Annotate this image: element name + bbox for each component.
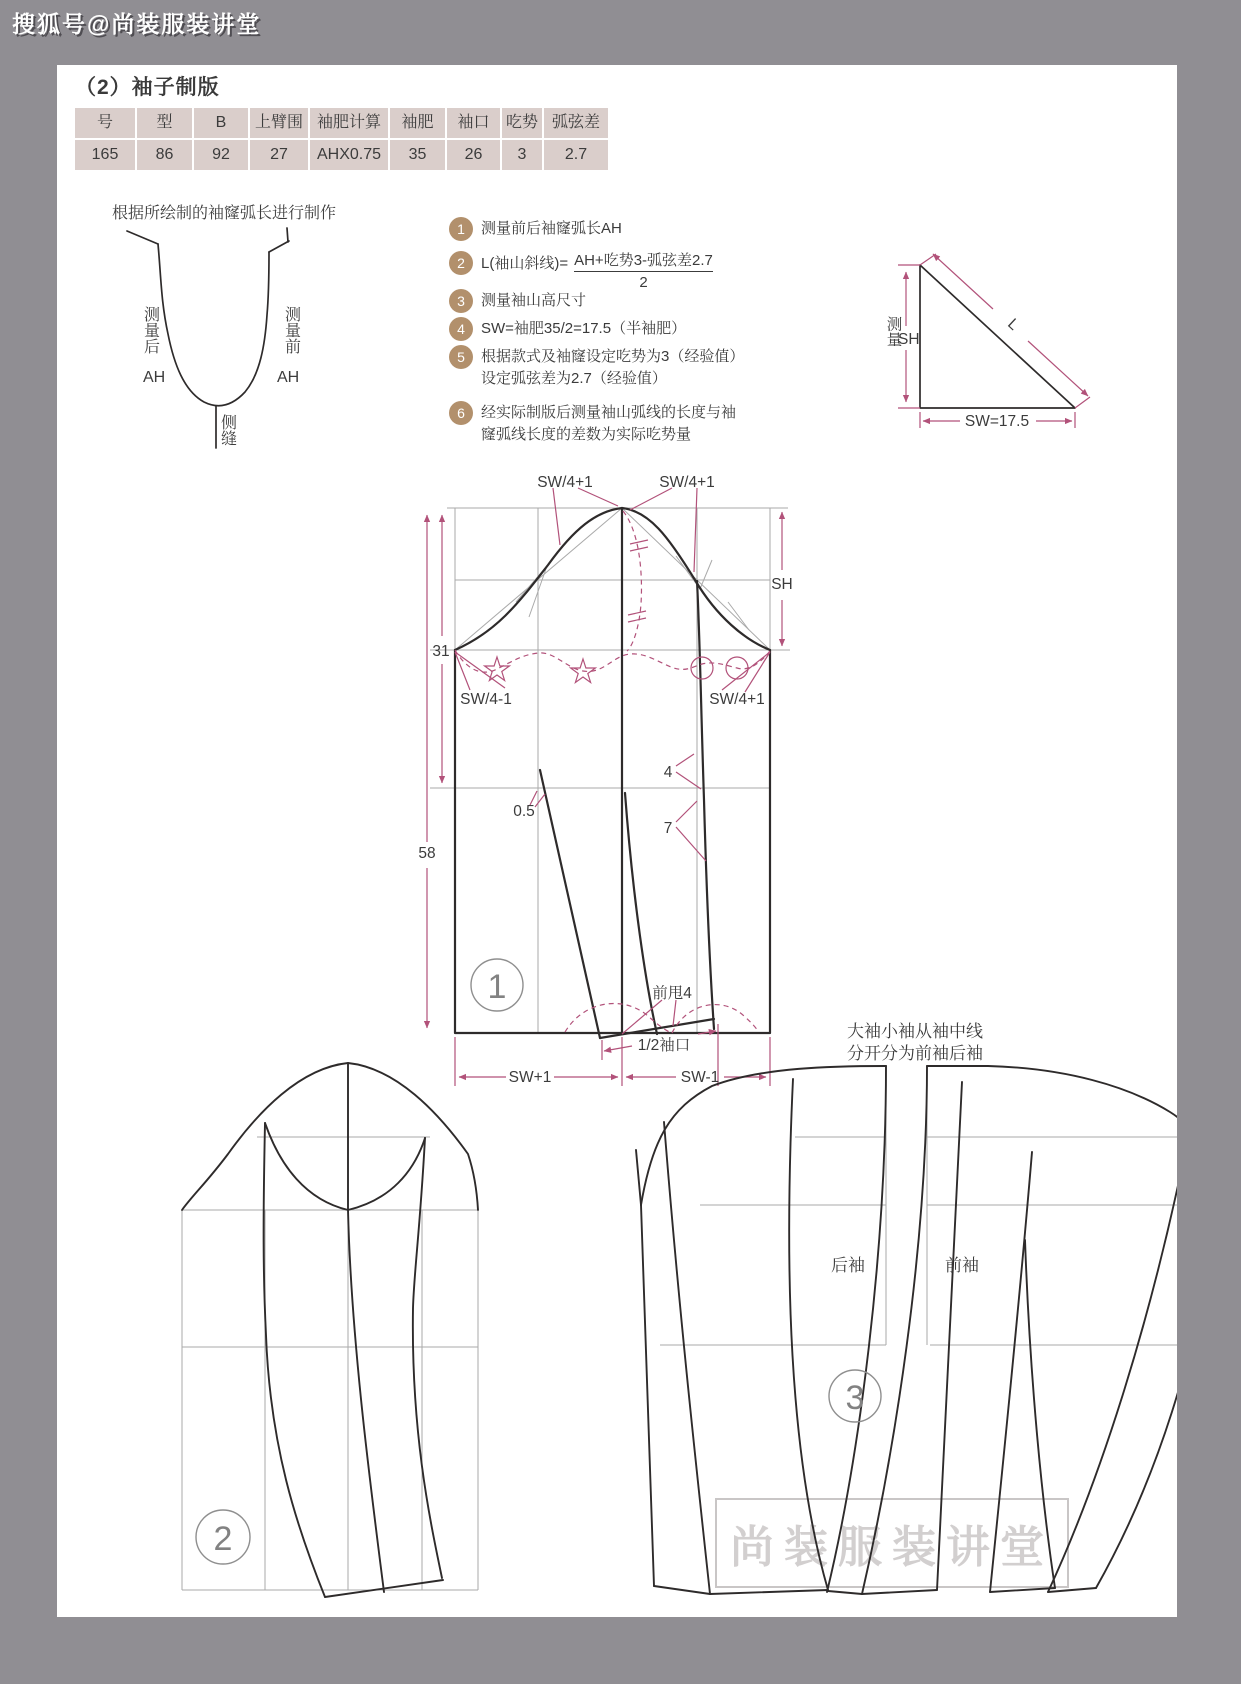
star-mark-icon bbox=[485, 657, 510, 681]
col-header: 袖肥计算 bbox=[308, 108, 388, 138]
cap-left-label: SW/4+1 bbox=[537, 474, 593, 491]
step-5-badge: 5 bbox=[449, 345, 473, 369]
sohu-watermark: 搜狐号@尚装服装讲堂 bbox=[12, 11, 262, 37]
side-seam-label: 侧缝 bbox=[218, 414, 236, 446]
step-6-text-line2: 窿弧线长度的差数为实际吃势量 bbox=[481, 426, 692, 443]
table-cell: 3 bbox=[500, 140, 542, 170]
diagram1-dimension-arrows bbox=[427, 512, 782, 1077]
col-header: 弧弦差 bbox=[542, 108, 608, 138]
sleeve-draft-diagram-1 bbox=[418, 474, 792, 1086]
col-header: 袖口 bbox=[445, 108, 500, 138]
total-length-label: 58 bbox=[418, 845, 436, 862]
armhole-diagram bbox=[112, 204, 336, 448]
table-cell: 92 bbox=[192, 140, 248, 170]
diagram3-note-line1: 大袖小袖从袖中线 bbox=[847, 1022, 983, 1041]
step-2-badge: 2 bbox=[449, 251, 473, 275]
table-cell: 86 bbox=[135, 140, 192, 170]
step-1-text: 测量前后袖窿弧长AH bbox=[481, 220, 622, 237]
sleeve-draft-diagram-2 bbox=[182, 1063, 478, 1597]
formula-triangle-diagram bbox=[885, 254, 1091, 430]
table-cell: 27 bbox=[248, 140, 308, 170]
col-header: B bbox=[192, 108, 248, 138]
front-ah-label: 测量前 bbox=[282, 306, 300, 354]
front-swing-label: 前甩4 bbox=[652, 985, 692, 1002]
back-sleeve-piece bbox=[636, 1066, 886, 1594]
table-cell: 165 bbox=[91, 146, 119, 163]
step-1-badge: 1 bbox=[449, 217, 473, 241]
step-6-badge: 6 bbox=[449, 401, 473, 425]
half-cuff-label: 1/2袖口 bbox=[637, 1037, 691, 1054]
step-6-text-line1: 经实际制版后测量袖山弧线的长度与袖 bbox=[481, 404, 737, 421]
offset-4-label: 4 bbox=[663, 764, 673, 781]
sh-label: SH bbox=[771, 576, 793, 593]
diagram1-badge-number: 1 bbox=[487, 968, 507, 1006]
elbow-offset-label: 0.5 bbox=[513, 803, 535, 820]
diagram3-gridlines bbox=[660, 1066, 1177, 1345]
triangle-base-label: SW=17.5 bbox=[964, 413, 1030, 430]
col-header: 吃势 bbox=[500, 108, 542, 138]
sleeve-split-diagram-3 bbox=[636, 1022, 1177, 1594]
col-header: 上臂围 bbox=[248, 108, 308, 138]
triangle-hypotenuse-label: L bbox=[1004, 315, 1023, 334]
step-3-text: 测量袖山高尺寸 bbox=[481, 292, 587, 309]
pattern-drawings bbox=[57, 65, 1177, 1617]
fraction-numerator: AH+吃势3-弧弦差2.7 bbox=[574, 252, 713, 269]
back-ah-label: 测量后 bbox=[141, 306, 159, 354]
step-5-text-line1: 根据款式及袖窿设定吃势为3（经验值） bbox=[481, 348, 745, 365]
triangle-dimension-lines bbox=[898, 254, 1090, 428]
triangle-sh-label: SH bbox=[898, 331, 920, 348]
upper-length-label: 31 bbox=[432, 643, 450, 660]
triangle-outline bbox=[920, 265, 1075, 408]
bicep-right-label: SW/4+1 bbox=[709, 691, 765, 708]
footer-watermark-text: 尚装服装讲堂 bbox=[730, 1523, 1054, 1572]
step-4-text: SW=袖肥35/2=17.5（半袖肥） bbox=[481, 320, 687, 337]
diagram2-seam-lines bbox=[264, 1063, 443, 1597]
col-header: 号 bbox=[96, 114, 113, 131]
armhole-note: 根据所绘制的袖窿弧长进行制作 bbox=[112, 205, 337, 222]
diagram1-pink-dashed bbox=[455, 511, 770, 1033]
sleeve-cap-curve bbox=[455, 508, 770, 650]
diagram2-badge-number: 2 bbox=[213, 1520, 233, 1558]
triangle-measure-label: 测量 bbox=[884, 316, 902, 347]
step-2-formula-prefix: L(袖山斜线)= bbox=[481, 255, 569, 272]
step-4-badge: 4 bbox=[449, 317, 473, 341]
step-3-badge: 3 bbox=[449, 289, 473, 313]
diagram3-badge-number: 3 bbox=[845, 1379, 865, 1417]
back-ah-unit: AH bbox=[143, 369, 166, 386]
page-title: （2）袖子制版 bbox=[75, 76, 220, 99]
table-cell: 2.7 bbox=[542, 140, 608, 170]
document-page bbox=[57, 65, 1177, 1617]
fraction-denominator: 2 bbox=[574, 271, 713, 293]
width-right-label: SW-1 bbox=[680, 1069, 720, 1086]
cap-right-label: SW/4+1 bbox=[659, 474, 715, 491]
sleeve-frame bbox=[455, 508, 770, 1033]
col-header: 袖肥 bbox=[388, 108, 445, 138]
table-cell: 26 bbox=[445, 140, 500, 170]
front-ah-unit: AH bbox=[277, 369, 300, 386]
front-sleeve-label: 前袖 bbox=[945, 1256, 979, 1275]
table-cell: 35 bbox=[388, 140, 445, 170]
diagram1-gridlines bbox=[430, 508, 790, 1033]
circle-mark-icon bbox=[691, 657, 713, 679]
front-sleeve-piece bbox=[862, 1066, 1177, 1594]
diagram3-note-line2: 分开分为前袖后袖 bbox=[847, 1044, 983, 1063]
step-5-text-line2: 设定弧弦差为2.7（经验值） bbox=[481, 370, 667, 387]
offset-7-label: 7 bbox=[663, 820, 673, 837]
width-left-label: SW+1 bbox=[508, 1069, 552, 1086]
back-sleeve-label: 后袖 bbox=[831, 1256, 865, 1275]
table-cell: AHX0.75 bbox=[308, 140, 388, 170]
col-header: 型 bbox=[135, 108, 192, 138]
bicep-left-label: SW/4-1 bbox=[460, 691, 512, 708]
